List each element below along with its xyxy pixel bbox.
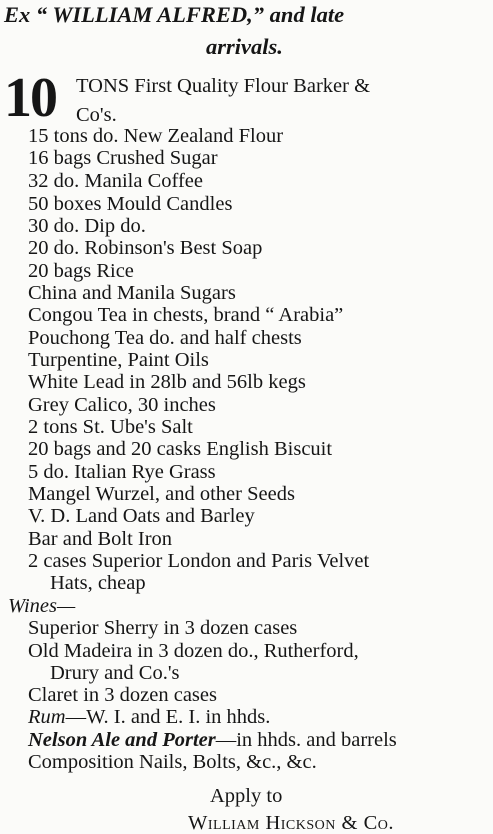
list-item: Grey Calico, 30 inches (28, 394, 216, 416)
rum-line (28, 706, 270, 728)
merchant-name: William Hickson & Co. (188, 812, 394, 834)
rum-text: —W. I. and E. I. in hhds. (65, 706, 271, 728)
list-item: 20 do. Robinson's Best Soap (28, 237, 263, 259)
wine-item: Old Madeira in 3 dozen do., Rutherford, (28, 640, 359, 662)
list-item: Turpentine, Paint Oils (28, 349, 209, 371)
list-item: 5 do. Italian Rye Grass (28, 461, 216, 483)
list-item: 20 bags and 20 casks English Biscuit (28, 438, 333, 460)
rum-label: Rum (28, 706, 66, 728)
wine-item: Superior Sherry in 3 dozen cases (28, 617, 298, 639)
list-item: Hats, cheap (50, 572, 146, 594)
list-item: 30 do. Dip do. (28, 215, 146, 237)
list-item: 20 bags Rice (28, 260, 134, 282)
lead-line-1: TONS First Quality Flour Barker & (76, 75, 371, 97)
lead-line-2: Co's. (76, 104, 117, 126)
list-item: 2 cases Superior London and Paris Velvet (28, 550, 370, 572)
list-item: 2 tons St. Ube's Salt (28, 416, 193, 438)
list-item: 32 do. Manila Coffee (28, 170, 203, 192)
wines-heading: Wines— (8, 595, 76, 617)
header-line-1: Ex “ WILLIAM ALFRED,” and late (4, 2, 345, 27)
wine-item: Drury and Co.'s (50, 662, 180, 684)
last-item: Composition Nails, Bolts, &c., &c. (28, 751, 317, 773)
list-item: Congou Tea in chests, brand “ Arabia” (28, 304, 344, 326)
list-item: Bar and Bolt Iron (28, 528, 173, 550)
list-item: Mangel Wurzel, and other Seeds (28, 483, 295, 505)
list-item: Pouchong Tea do. and half chests (28, 327, 302, 349)
list-item: 16 bags Crushed Sugar (28, 147, 218, 169)
list-item: 15 tons do. New Zealand Flour (28, 125, 284, 147)
ale-text: —in hhds. and barrels (215, 729, 397, 751)
list-item: 50 boxes Mould Candles (28, 193, 233, 215)
wine-item: Claret in 3 dozen cases (28, 684, 217, 706)
lead-quantity: 10 (4, 67, 56, 129)
ale-label: Nelson Ale and Porter (28, 729, 216, 751)
list-item: China and Manila Sugars (28, 282, 236, 304)
ale-line (28, 729, 397, 751)
header-line-2: arrivals. (206, 34, 283, 59)
list-item: V. D. Land Oats and Barley (28, 505, 255, 527)
apply-to: Apply to (210, 785, 283, 807)
list-item: White Lead in 28lb and 56lb kegs (28, 371, 306, 393)
